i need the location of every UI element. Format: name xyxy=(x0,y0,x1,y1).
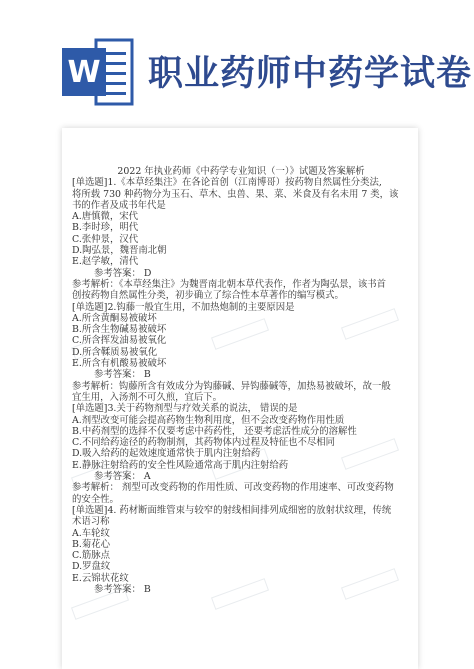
analysis-line: 的安全性。 xyxy=(72,493,119,505)
answer-option: D.吸入给药的起效速度通常快于肌内注射给药 xyxy=(72,448,261,460)
question-stem-line: 术语习称 xyxy=(72,516,110,528)
answer-option: E.所含有机酸易被破坏 xyxy=(72,358,167,370)
question-stem-line: [单选题]1.《本草经集注》在各论首创（江南博哥）按药物自然属性分类法, xyxy=(72,177,382,189)
reference-answer: 参考答案： B xyxy=(94,369,151,381)
answer-option: E.静脉注射给药的安全性风险通常高于肌内注射给药 xyxy=(72,459,289,471)
document-page xyxy=(62,128,418,669)
answer-option: D.所含鞣质易被氧化 xyxy=(72,346,158,358)
answer-option: B.中药剂型的选择不仅要考虑中药药性， 还要考虑活性成分的溶解性 xyxy=(72,425,357,437)
answer-option: D.罗盘纹 xyxy=(72,561,111,573)
answer-option: C.所含挥发油易被氧化 xyxy=(72,335,167,347)
analysis-line: 参考解析：《本草经集注》为魏晋南北朝本草代表作，作者为陶弘景，该书首 xyxy=(72,278,387,290)
reference-answer: 参考答案： D xyxy=(94,267,152,279)
answer-option: B.李时珍，明代 xyxy=(72,222,139,234)
answer-option: C.不同给药途径的药物制剂，其药物体内过程及特征也不尽相同 xyxy=(72,437,335,449)
analysis-line: 宜生用，入汤剂不可久煎，宜后下。 xyxy=(72,391,223,403)
answer-option: E.云锦状花纹 xyxy=(72,572,129,584)
question-stem-line: [单选题]4. 药材断面维管束与较窄的射线相间排列成细密的放射状纹理，传统 xyxy=(72,504,392,516)
answer-option: B.菊花心 xyxy=(72,538,110,550)
answer-option: A.车轮纹 xyxy=(72,527,110,539)
answer-option: A.所含黄酮易被破坏 xyxy=(72,312,157,324)
word-icon-letter: W xyxy=(67,55,101,90)
answer-option: C.张仲景，汉代 xyxy=(72,233,139,245)
question-stem-line: [单选题]3.关于药物剂型与疗效关系的说法， 错误的是 xyxy=(72,403,298,415)
document-heading: 2022 年执业药师《中药学专业知识（一）》试题及答案解析 xyxy=(117,166,365,177)
answer-option: D.陶弘景，魏晋南北朝 xyxy=(72,245,167,257)
answer-option: B.所含生物碱易被破坏 xyxy=(72,324,167,336)
answer-option: C.筋脉点 xyxy=(72,550,110,562)
analysis-line: 创按药物自然属性分类，初步确立了综合性本草著作的编写模式。 xyxy=(72,290,344,302)
question-stem-line: 将所载 730 种药物分为玉石、草木、虫兽、果、菜、米食及有名未用 7 类，该 xyxy=(72,188,399,200)
word-document-icon xyxy=(62,38,134,106)
question-stem-line: 书的作者及成书年代是 xyxy=(72,199,166,211)
reference-answer: 参考答案： B xyxy=(94,583,151,595)
answer-option: A.唐慎微，宋代 xyxy=(72,211,139,223)
banner-title: 职业药师中药学试卷 xyxy=(148,54,473,94)
title-banner xyxy=(0,0,474,128)
reference-answer: 参考答案： A xyxy=(94,471,151,483)
answer-option: E.赵学敏，清代 xyxy=(72,256,139,268)
question-stem-line: [单选题]2.钩藤一般宜生用，不加热炮制的主要原因是 xyxy=(72,301,295,313)
document-content xyxy=(72,166,410,595)
analysis-line: 参考解析： 剂型可改变药物的作用性质、可改变药物的作用速率、可改变药物 xyxy=(72,482,394,494)
analysis-line: 参考解析：钩藤所含有效成分为钩藤碱、异钩藤碱等，加热易被破坏，故一般 xyxy=(72,380,391,392)
answer-option: A.剂型改变可能会提高药物生物利用度，但不会改变药物作用性质 xyxy=(72,414,345,426)
